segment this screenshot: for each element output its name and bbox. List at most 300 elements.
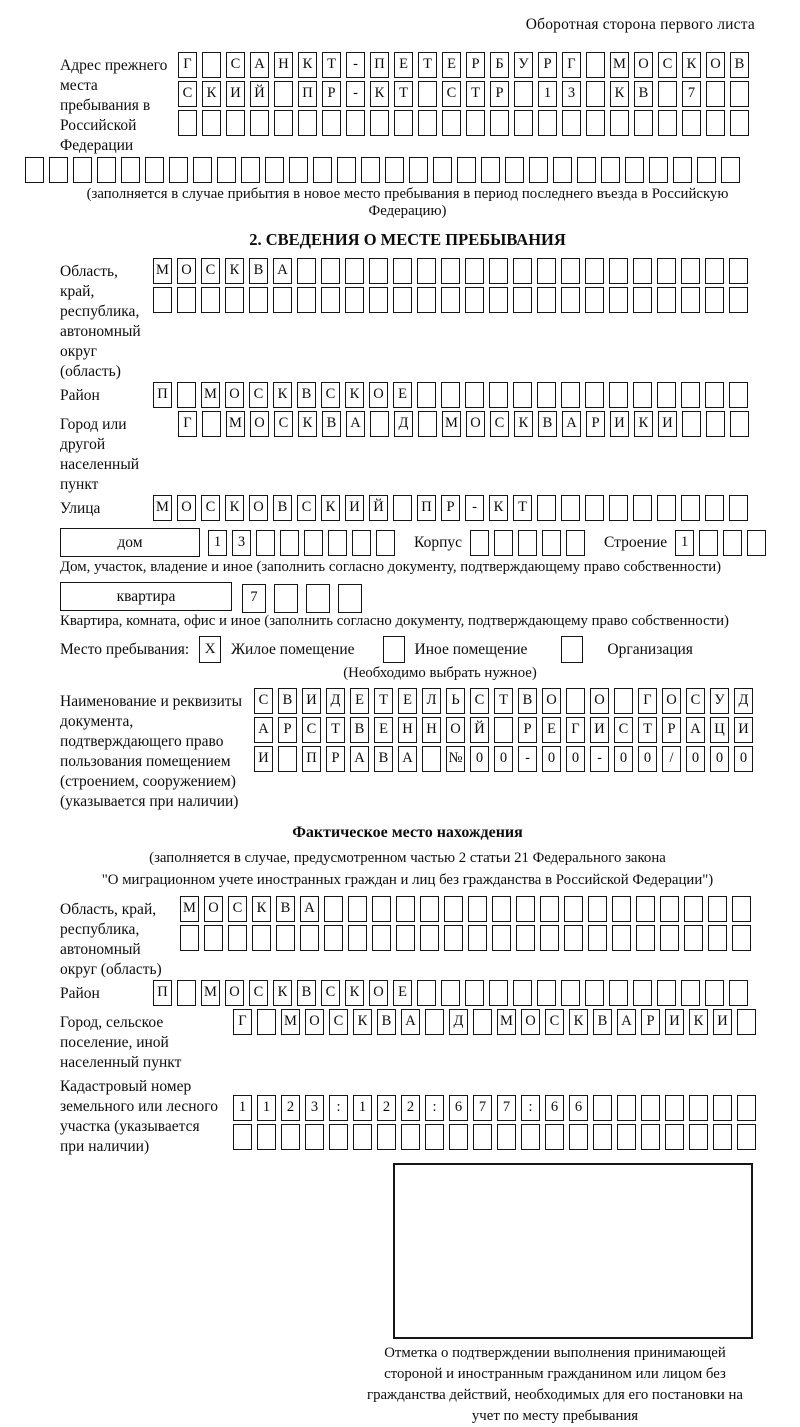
char-cell[interactable] bbox=[274, 584, 298, 613]
char-cell[interactable] bbox=[372, 925, 391, 951]
char-cell[interactable]: С bbox=[329, 1009, 348, 1035]
char-cell[interactable]: Д bbox=[449, 1009, 468, 1035]
char-cell[interactable] bbox=[633, 980, 652, 1006]
char-cell[interactable] bbox=[441, 382, 460, 408]
char-cell[interactable] bbox=[561, 287, 580, 313]
char-cell[interactable]: Р bbox=[278, 717, 297, 743]
checkbox-organization[interactable] bbox=[561, 636, 583, 663]
char-cell[interactable]: В bbox=[593, 1009, 612, 1035]
char-cell[interactable] bbox=[465, 382, 484, 408]
char-cell[interactable] bbox=[153, 287, 172, 313]
char-cell[interactable] bbox=[732, 925, 751, 951]
char-cell[interactable]: М bbox=[201, 382, 220, 408]
char-cell[interactable]: М bbox=[153, 495, 172, 521]
char-cell[interactable] bbox=[422, 746, 441, 772]
char-cell[interactable] bbox=[609, 495, 628, 521]
char-cell[interactable] bbox=[636, 896, 655, 922]
char-cell[interactable] bbox=[562, 110, 581, 136]
char-cell[interactable] bbox=[708, 896, 727, 922]
char-cell[interactable]: Р bbox=[518, 717, 537, 743]
char-cell[interactable]: В bbox=[730, 52, 749, 78]
char-cell[interactable]: В bbox=[374, 746, 393, 772]
char-cell[interactable] bbox=[513, 382, 532, 408]
char-cell[interactable]: О bbox=[225, 382, 244, 408]
char-cell[interactable] bbox=[705, 382, 724, 408]
char-cell[interactable] bbox=[441, 287, 460, 313]
char-cell[interactable] bbox=[729, 258, 748, 284]
char-cell[interactable] bbox=[369, 258, 388, 284]
char-cell[interactable] bbox=[614, 688, 633, 714]
char-cell[interactable]: 7 bbox=[497, 1095, 516, 1121]
char-cell[interactable]: 1 bbox=[233, 1095, 252, 1121]
checkbox-other-premises[interactable] bbox=[383, 636, 405, 663]
char-cell[interactable]: Г bbox=[638, 688, 657, 714]
char-cell[interactable]: П bbox=[153, 980, 172, 1006]
char-cell[interactable]: В bbox=[377, 1009, 396, 1035]
char-cell[interactable] bbox=[538, 110, 557, 136]
char-cell[interactable] bbox=[617, 1124, 636, 1150]
char-cell[interactable] bbox=[566, 530, 585, 556]
char-cell[interactable]: Т bbox=[466, 81, 485, 107]
char-cell[interactable]: 0 bbox=[542, 746, 561, 772]
char-cell[interactable] bbox=[514, 110, 533, 136]
char-cell[interactable]: 0 bbox=[494, 746, 513, 772]
char-cell[interactable] bbox=[689, 1124, 708, 1150]
char-cell[interactable]: С bbox=[321, 382, 340, 408]
char-cell[interactable] bbox=[564, 896, 583, 922]
char-cell[interactable] bbox=[418, 81, 437, 107]
char-cell[interactable]: К bbox=[353, 1009, 372, 1035]
char-cell[interactable]: У bbox=[514, 52, 533, 78]
char-cell[interactable] bbox=[433, 157, 452, 183]
char-cell[interactable] bbox=[256, 530, 275, 556]
char-cell[interactable] bbox=[585, 980, 604, 1006]
char-cell[interactable]: 7 bbox=[682, 81, 701, 107]
char-cell[interactable]: С bbox=[274, 411, 293, 437]
char-cell[interactable]: И bbox=[713, 1009, 732, 1035]
char-cell[interactable]: К bbox=[682, 52, 701, 78]
char-cell[interactable]: 2 bbox=[377, 1095, 396, 1121]
char-cell[interactable] bbox=[396, 896, 415, 922]
char-cell[interactable] bbox=[281, 1124, 300, 1150]
char-cell[interactable]: Е bbox=[398, 688, 417, 714]
char-cell[interactable]: К bbox=[489, 495, 508, 521]
char-cell[interactable] bbox=[321, 287, 340, 313]
char-cell[interactable]: № bbox=[446, 746, 465, 772]
char-cell[interactable] bbox=[201, 287, 220, 313]
char-cell[interactable]: М bbox=[442, 411, 461, 437]
char-cell[interactable] bbox=[706, 81, 725, 107]
char-cell[interactable] bbox=[444, 896, 463, 922]
char-cell[interactable]: Г bbox=[178, 52, 197, 78]
char-cell[interactable]: М bbox=[497, 1009, 516, 1035]
char-cell[interactable]: : bbox=[425, 1095, 444, 1121]
char-cell[interactable] bbox=[737, 1095, 756, 1121]
char-cell[interactable] bbox=[265, 157, 284, 183]
char-cell[interactable]: Р bbox=[326, 746, 345, 772]
char-cell[interactable] bbox=[494, 530, 513, 556]
char-cell[interactable]: И bbox=[590, 717, 609, 743]
char-cell[interactable]: А bbox=[254, 717, 273, 743]
char-cell[interactable] bbox=[370, 411, 389, 437]
char-cell[interactable]: 6 bbox=[545, 1095, 564, 1121]
char-cell[interactable]: О bbox=[369, 980, 388, 1006]
char-cell[interactable]: О bbox=[177, 258, 196, 284]
char-cell[interactable] bbox=[737, 1009, 756, 1035]
char-cell[interactable] bbox=[513, 980, 532, 1006]
char-cell[interactable] bbox=[516, 896, 535, 922]
char-cell[interactable] bbox=[250, 110, 269, 136]
char-cell[interactable] bbox=[514, 81, 533, 107]
char-cell[interactable]: 0 bbox=[470, 746, 489, 772]
char-cell[interactable] bbox=[660, 896, 679, 922]
char-cell[interactable] bbox=[593, 1095, 612, 1121]
char-cell[interactable] bbox=[521, 1124, 540, 1150]
char-cell[interactable]: К bbox=[689, 1009, 708, 1035]
char-cell[interactable]: 1 bbox=[538, 81, 557, 107]
char-cell[interactable]: - bbox=[465, 495, 484, 521]
char-cell[interactable] bbox=[372, 896, 391, 922]
char-cell[interactable] bbox=[217, 157, 236, 183]
char-cell[interactable] bbox=[633, 382, 652, 408]
char-cell[interactable] bbox=[585, 495, 604, 521]
char-cell[interactable] bbox=[225, 287, 244, 313]
char-cell[interactable] bbox=[540, 896, 559, 922]
char-cell[interactable] bbox=[73, 157, 92, 183]
char-cell[interactable] bbox=[369, 287, 388, 313]
char-cell[interactable] bbox=[177, 980, 196, 1006]
char-cell[interactable]: В bbox=[278, 688, 297, 714]
char-cell[interactable]: О bbox=[305, 1009, 324, 1035]
char-cell[interactable]: Т bbox=[322, 52, 341, 78]
char-cell[interactable]: О bbox=[369, 382, 388, 408]
char-cell[interactable] bbox=[177, 287, 196, 313]
char-cell[interactable] bbox=[393, 287, 412, 313]
char-cell[interactable] bbox=[385, 157, 404, 183]
char-cell[interactable]: 0 bbox=[614, 746, 633, 772]
char-cell[interactable] bbox=[681, 258, 700, 284]
char-cell[interactable]: К bbox=[225, 258, 244, 284]
char-cell[interactable] bbox=[492, 925, 511, 951]
char-cell[interactable]: О bbox=[250, 411, 269, 437]
char-cell[interactable] bbox=[417, 980, 436, 1006]
apartment-field-label-box[interactable]: квартира bbox=[60, 582, 232, 611]
char-cell[interactable]: С bbox=[178, 81, 197, 107]
char-cell[interactable]: : bbox=[329, 1095, 348, 1121]
char-cell[interactable]: К bbox=[345, 980, 364, 1006]
char-cell[interactable] bbox=[346, 110, 365, 136]
char-cell[interactable]: В bbox=[273, 495, 292, 521]
char-cell[interactable] bbox=[665, 1124, 684, 1150]
char-cell[interactable]: А bbox=[273, 258, 292, 284]
char-cell[interactable] bbox=[145, 157, 164, 183]
char-cell[interactable] bbox=[297, 258, 316, 284]
char-cell[interactable] bbox=[634, 110, 653, 136]
char-cell[interactable]: П bbox=[417, 495, 436, 521]
char-cell[interactable]: В bbox=[634, 81, 653, 107]
char-cell[interactable] bbox=[561, 495, 580, 521]
char-cell[interactable] bbox=[610, 110, 629, 136]
char-cell[interactable]: Р bbox=[538, 52, 557, 78]
char-cell[interactable] bbox=[609, 382, 628, 408]
char-cell[interactable] bbox=[633, 287, 652, 313]
char-cell[interactable]: 1 bbox=[257, 1095, 276, 1121]
char-cell[interactable] bbox=[537, 258, 556, 284]
char-cell[interactable] bbox=[393, 495, 412, 521]
char-cell[interactable] bbox=[540, 925, 559, 951]
char-cell[interactable]: 2 bbox=[401, 1095, 420, 1121]
char-cell[interactable] bbox=[657, 287, 676, 313]
char-cell[interactable]: К bbox=[202, 81, 221, 107]
char-cell[interactable]: М bbox=[201, 980, 220, 1006]
char-cell[interactable] bbox=[569, 1124, 588, 1150]
char-cell[interactable]: О bbox=[446, 717, 465, 743]
char-cell[interactable]: С bbox=[201, 258, 220, 284]
char-cell[interactable] bbox=[537, 980, 556, 1006]
char-cell[interactable]: А bbox=[250, 52, 269, 78]
char-cell[interactable]: Й bbox=[250, 81, 269, 107]
char-cell[interactable] bbox=[97, 157, 116, 183]
char-cell[interactable] bbox=[585, 382, 604, 408]
char-cell[interactable]: 3 bbox=[562, 81, 581, 107]
char-cell[interactable] bbox=[705, 495, 724, 521]
char-cell[interactable] bbox=[273, 287, 292, 313]
char-cell[interactable] bbox=[457, 157, 476, 183]
char-cell[interactable]: 7 bbox=[473, 1095, 492, 1121]
char-cell[interactable] bbox=[537, 287, 556, 313]
char-cell[interactable] bbox=[441, 980, 460, 1006]
char-cell[interactable] bbox=[729, 980, 748, 1006]
char-cell[interactable] bbox=[492, 896, 511, 922]
char-cell[interactable]: О bbox=[204, 896, 223, 922]
char-cell[interactable] bbox=[465, 258, 484, 284]
char-cell[interactable] bbox=[609, 287, 628, 313]
char-cell[interactable] bbox=[730, 110, 749, 136]
char-cell[interactable] bbox=[329, 1124, 348, 1150]
char-cell[interactable]: Т bbox=[418, 52, 437, 78]
char-cell[interactable] bbox=[348, 896, 367, 922]
char-cell[interactable] bbox=[202, 52, 221, 78]
char-cell[interactable]: О bbox=[249, 495, 268, 521]
char-cell[interactable]: 3 bbox=[305, 1095, 324, 1121]
char-cell[interactable] bbox=[585, 287, 604, 313]
char-cell[interactable] bbox=[586, 81, 605, 107]
char-cell[interactable] bbox=[466, 110, 485, 136]
char-cell[interactable]: К bbox=[273, 980, 292, 1006]
char-cell[interactable] bbox=[657, 495, 676, 521]
char-cell[interactable]: / bbox=[662, 746, 681, 772]
char-cell[interactable]: С bbox=[226, 52, 245, 78]
char-cell[interactable]: К bbox=[321, 495, 340, 521]
char-cell[interactable] bbox=[561, 258, 580, 284]
char-cell[interactable] bbox=[465, 287, 484, 313]
char-cell[interactable]: В bbox=[538, 411, 557, 437]
char-cell[interactable] bbox=[489, 980, 508, 1006]
char-cell[interactable] bbox=[322, 110, 341, 136]
char-cell[interactable] bbox=[529, 157, 548, 183]
char-cell[interactable] bbox=[609, 980, 628, 1006]
char-cell[interactable]: О bbox=[466, 411, 485, 437]
char-cell[interactable]: О bbox=[225, 980, 244, 1006]
char-cell[interactable] bbox=[444, 925, 463, 951]
char-cell[interactable]: Т bbox=[513, 495, 532, 521]
char-cell[interactable] bbox=[313, 157, 332, 183]
char-cell[interactable]: 6 bbox=[569, 1095, 588, 1121]
char-cell[interactable] bbox=[513, 258, 532, 284]
char-cell[interactable]: Т bbox=[326, 717, 345, 743]
char-cell[interactable]: Н bbox=[274, 52, 293, 78]
char-cell[interactable]: 0 bbox=[638, 746, 657, 772]
char-cell[interactable] bbox=[257, 1009, 276, 1035]
char-cell[interactable]: Д bbox=[734, 688, 753, 714]
char-cell[interactable] bbox=[641, 1124, 660, 1150]
char-cell[interactable]: С bbox=[658, 52, 677, 78]
char-cell[interactable] bbox=[585, 258, 604, 284]
char-cell[interactable] bbox=[274, 110, 293, 136]
char-cell[interactable]: - bbox=[346, 52, 365, 78]
char-cell[interactable]: Е bbox=[442, 52, 461, 78]
char-cell[interactable]: С bbox=[545, 1009, 564, 1035]
char-cell[interactable] bbox=[338, 584, 362, 613]
char-cell[interactable] bbox=[177, 382, 196, 408]
char-cell[interactable] bbox=[489, 382, 508, 408]
char-cell[interactable]: К bbox=[298, 411, 317, 437]
char-cell[interactable] bbox=[564, 925, 583, 951]
char-cell[interactable] bbox=[723, 530, 742, 556]
char-cell[interactable] bbox=[681, 287, 700, 313]
char-cell[interactable] bbox=[449, 1124, 468, 1150]
char-cell[interactable]: : bbox=[521, 1095, 540, 1121]
char-cell[interactable]: И bbox=[345, 495, 364, 521]
char-cell[interactable]: А bbox=[617, 1009, 636, 1035]
char-cell[interactable] bbox=[348, 925, 367, 951]
char-cell[interactable] bbox=[537, 495, 556, 521]
char-cell[interactable] bbox=[708, 925, 727, 951]
char-cell[interactable] bbox=[705, 980, 724, 1006]
char-cell[interactable] bbox=[324, 925, 343, 951]
char-cell[interactable]: Т bbox=[374, 688, 393, 714]
char-cell[interactable] bbox=[121, 157, 140, 183]
char-cell[interactable] bbox=[657, 382, 676, 408]
char-cell[interactable] bbox=[729, 287, 748, 313]
char-cell[interactable] bbox=[588, 896, 607, 922]
char-cell[interactable] bbox=[425, 1009, 444, 1035]
char-cell[interactable]: И bbox=[610, 411, 629, 437]
char-cell[interactable] bbox=[468, 896, 487, 922]
char-cell[interactable] bbox=[193, 157, 212, 183]
char-cell[interactable] bbox=[345, 258, 364, 284]
char-cell[interactable] bbox=[376, 530, 395, 556]
char-cell[interactable] bbox=[420, 925, 439, 951]
char-cell[interactable] bbox=[601, 157, 620, 183]
char-cell[interactable] bbox=[178, 110, 197, 136]
char-cell[interactable] bbox=[470, 530, 489, 556]
char-cell[interactable]: К bbox=[610, 81, 629, 107]
char-cell[interactable] bbox=[473, 1009, 492, 1035]
char-cell[interactable] bbox=[577, 157, 596, 183]
char-cell[interactable] bbox=[226, 110, 245, 136]
char-cell[interactable] bbox=[612, 925, 631, 951]
char-cell[interactable] bbox=[442, 110, 461, 136]
char-cell[interactable] bbox=[409, 157, 428, 183]
char-cell[interactable]: Ц bbox=[710, 717, 729, 743]
house-field-label-box[interactable]: дом bbox=[60, 528, 200, 557]
char-cell[interactable] bbox=[561, 382, 580, 408]
char-cell[interactable] bbox=[617, 1095, 636, 1121]
char-cell[interactable]: - bbox=[518, 746, 537, 772]
char-cell[interactable]: Р bbox=[641, 1009, 660, 1035]
char-cell[interactable] bbox=[706, 110, 725, 136]
char-cell[interactable]: 1 bbox=[675, 530, 694, 556]
char-cell[interactable] bbox=[417, 382, 436, 408]
char-cell[interactable] bbox=[345, 287, 364, 313]
char-cell[interactable]: С bbox=[249, 382, 268, 408]
char-cell[interactable]: Г bbox=[178, 411, 197, 437]
char-cell[interactable] bbox=[730, 411, 749, 437]
char-cell[interactable] bbox=[657, 258, 676, 284]
char-cell[interactable]: Д bbox=[394, 411, 413, 437]
char-cell[interactable]: Л bbox=[422, 688, 441, 714]
char-cell[interactable] bbox=[729, 382, 748, 408]
char-cell[interactable]: С bbox=[201, 495, 220, 521]
char-cell[interactable] bbox=[699, 530, 718, 556]
char-cell[interactable] bbox=[274, 81, 293, 107]
char-cell[interactable]: У bbox=[710, 688, 729, 714]
char-cell[interactable]: 0 bbox=[686, 746, 705, 772]
char-cell[interactable] bbox=[673, 157, 692, 183]
char-cell[interactable]: С bbox=[228, 896, 247, 922]
char-cell[interactable] bbox=[417, 287, 436, 313]
char-cell[interactable] bbox=[418, 110, 437, 136]
char-cell[interactable] bbox=[489, 287, 508, 313]
char-cell[interactable] bbox=[612, 896, 631, 922]
char-cell[interactable] bbox=[706, 411, 725, 437]
char-cell[interactable]: Р bbox=[490, 81, 509, 107]
char-cell[interactable]: Г bbox=[233, 1009, 252, 1035]
char-cell[interactable] bbox=[324, 896, 343, 922]
char-cell[interactable] bbox=[169, 157, 188, 183]
char-cell[interactable]: О bbox=[521, 1009, 540, 1035]
char-cell[interactable]: Е bbox=[350, 688, 369, 714]
char-cell[interactable] bbox=[49, 157, 68, 183]
char-cell[interactable]: П bbox=[298, 81, 317, 107]
char-cell[interactable]: 7 bbox=[242, 584, 266, 613]
char-cell[interactable]: С bbox=[249, 980, 268, 1006]
char-cell[interactable] bbox=[633, 495, 652, 521]
char-cell[interactable] bbox=[481, 157, 500, 183]
char-cell[interactable] bbox=[278, 746, 297, 772]
char-cell[interactable] bbox=[394, 110, 413, 136]
char-cell[interactable] bbox=[705, 287, 724, 313]
char-cell[interactable]: О bbox=[662, 688, 681, 714]
char-cell[interactable]: Н bbox=[398, 717, 417, 743]
char-cell[interactable] bbox=[228, 925, 247, 951]
char-cell[interactable] bbox=[289, 157, 308, 183]
char-cell[interactable] bbox=[660, 925, 679, 951]
char-cell[interactable]: М bbox=[153, 258, 172, 284]
char-cell[interactable]: И bbox=[734, 717, 753, 743]
char-cell[interactable] bbox=[241, 157, 260, 183]
char-cell[interactable]: Р bbox=[322, 81, 341, 107]
char-cell[interactable] bbox=[729, 495, 748, 521]
char-cell[interactable] bbox=[516, 925, 535, 951]
char-cell[interactable]: Г bbox=[562, 52, 581, 78]
char-cell[interactable]: К bbox=[370, 81, 389, 107]
char-cell[interactable] bbox=[473, 1124, 492, 1150]
char-cell[interactable] bbox=[257, 1124, 276, 1150]
char-cell[interactable]: В bbox=[276, 896, 295, 922]
char-cell[interactable]: Р bbox=[586, 411, 605, 437]
